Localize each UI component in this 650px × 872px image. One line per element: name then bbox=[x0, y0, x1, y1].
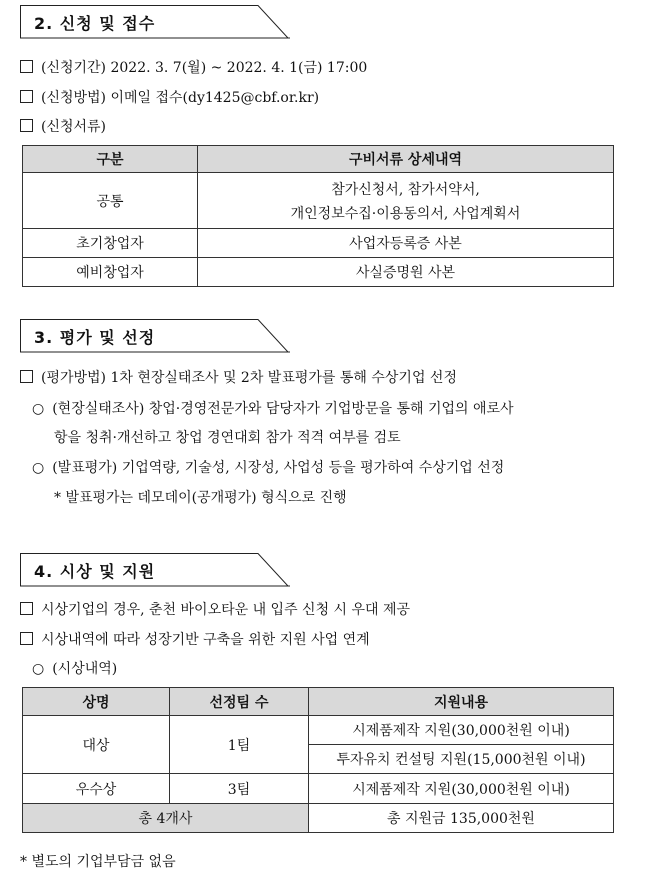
circle-bullet-icon: ○ bbox=[32, 460, 45, 476]
table-row bbox=[23, 716, 614, 745]
checkbox-square-icon bbox=[20, 602, 33, 615]
category-cell: 초기창업자 bbox=[23, 229, 198, 258]
award-name-cell: 우수상 bbox=[23, 774, 170, 804]
total-count-cell: 총 4개사 bbox=[23, 804, 309, 833]
table-row bbox=[23, 173, 614, 229]
award-benefit-line: 시상기업의 경우, 춘천 바이오타운 내 입주 신청 시 우대 제공 bbox=[20, 599, 410, 619]
section-3-header bbox=[20, 319, 290, 353]
method-line: (신청방법) 이메일 접수(dy1425@cbf.or.kr) bbox=[20, 87, 319, 107]
support-cell: 시제품제작 지원(30,000천원 이내) bbox=[309, 716, 614, 745]
support-link-line: 시상내역에 따라 성장기반 구축을 위한 지원 사업 연계 bbox=[20, 629, 370, 649]
docs-cell: 참가신청서, 참가서약서, 개인정보수집·이용동의서, 사업계획서 bbox=[198, 173, 614, 229]
presentation-note: * 발표평가는 데모데이(공개평가) 형식으로 진행 bbox=[54, 490, 347, 506]
documents-table bbox=[22, 145, 614, 287]
section-3-title: 3. 평가 및 선정 bbox=[34, 328, 156, 347]
presentation-line: ○ (발표평가) 기업역량, 기술성, 시장성, 사업성 등을 평가하여 수상기업 선정 bbox=[32, 460, 505, 476]
team-count-cell: 1팀 bbox=[170, 716, 309, 774]
checkbox-square-icon bbox=[20, 370, 33, 383]
support-cell: 시제품제작 지원(30,000천원 이내) bbox=[309, 774, 614, 804]
section-4-title: 4. 시상 및 지원 bbox=[34, 562, 156, 581]
table-header-award: 상명 bbox=[23, 688, 170, 716]
team-count-cell: 3팀 bbox=[170, 774, 309, 804]
table-row-total bbox=[23, 804, 614, 833]
table-row bbox=[23, 229, 614, 258]
section-2-title: 2. 신청 및 접수 bbox=[34, 14, 156, 33]
award-details-line: ○ (시상내역) bbox=[32, 661, 118, 677]
footnote: * 별도의 기업부담금 없음 bbox=[20, 854, 176, 870]
checkbox-square-icon bbox=[20, 90, 33, 103]
table-header-category: 구분 bbox=[23, 146, 198, 173]
award-name-cell: 대상 bbox=[23, 716, 170, 774]
checkbox-square-icon bbox=[20, 119, 33, 132]
awards-table bbox=[22, 687, 614, 833]
table-header-support: 지원내용 bbox=[309, 688, 614, 716]
docs-line: (신청서류) bbox=[20, 116, 106, 136]
docs-cell: 사업자등록증 사본 bbox=[198, 229, 614, 258]
section-2-header bbox=[20, 5, 290, 39]
circle-bullet-icon: ○ bbox=[32, 661, 45, 677]
support-cell: 투자유치 컨설팅 지원(15,000천원 이내) bbox=[309, 745, 614, 774]
evaluation-method-line: (평가방법) 1차 현장실태조사 및 2차 발표평가를 통해 수상기업 선정 bbox=[20, 367, 457, 387]
circle-bullet-icon: ○ bbox=[32, 401, 45, 417]
site-inspection-line: ○ (현장실태조사) 창업·경영전문가와 담당자가 기업방문을 통해 기업의 애로사 bbox=[32, 401, 514, 417]
table-row bbox=[23, 258, 614, 287]
docs-cell: 사실증명원 사본 bbox=[198, 258, 614, 287]
checkbox-square-icon bbox=[20, 60, 33, 73]
category-cell: 공통 bbox=[23, 173, 198, 229]
section-4-header bbox=[20, 553, 290, 587]
site-inspection-line-2: 항을 청취·개선하고 창업 경연대회 참가 적격 여부를 검토 bbox=[54, 430, 401, 446]
checkbox-square-icon bbox=[20, 632, 33, 645]
period-line: (신청기간) 2022. 3. 7(월) ~ 2022. 4. 1(금) 17:00 bbox=[20, 57, 367, 77]
table-row bbox=[23, 774, 614, 804]
category-cell: 예비창업자 bbox=[23, 258, 198, 287]
table-header-docs: 구비서류 상세내역 bbox=[198, 146, 614, 173]
total-support-cell: 총 지원금 135,000천원 bbox=[309, 804, 614, 833]
table-header-teams: 선정팀 수 bbox=[170, 688, 309, 716]
